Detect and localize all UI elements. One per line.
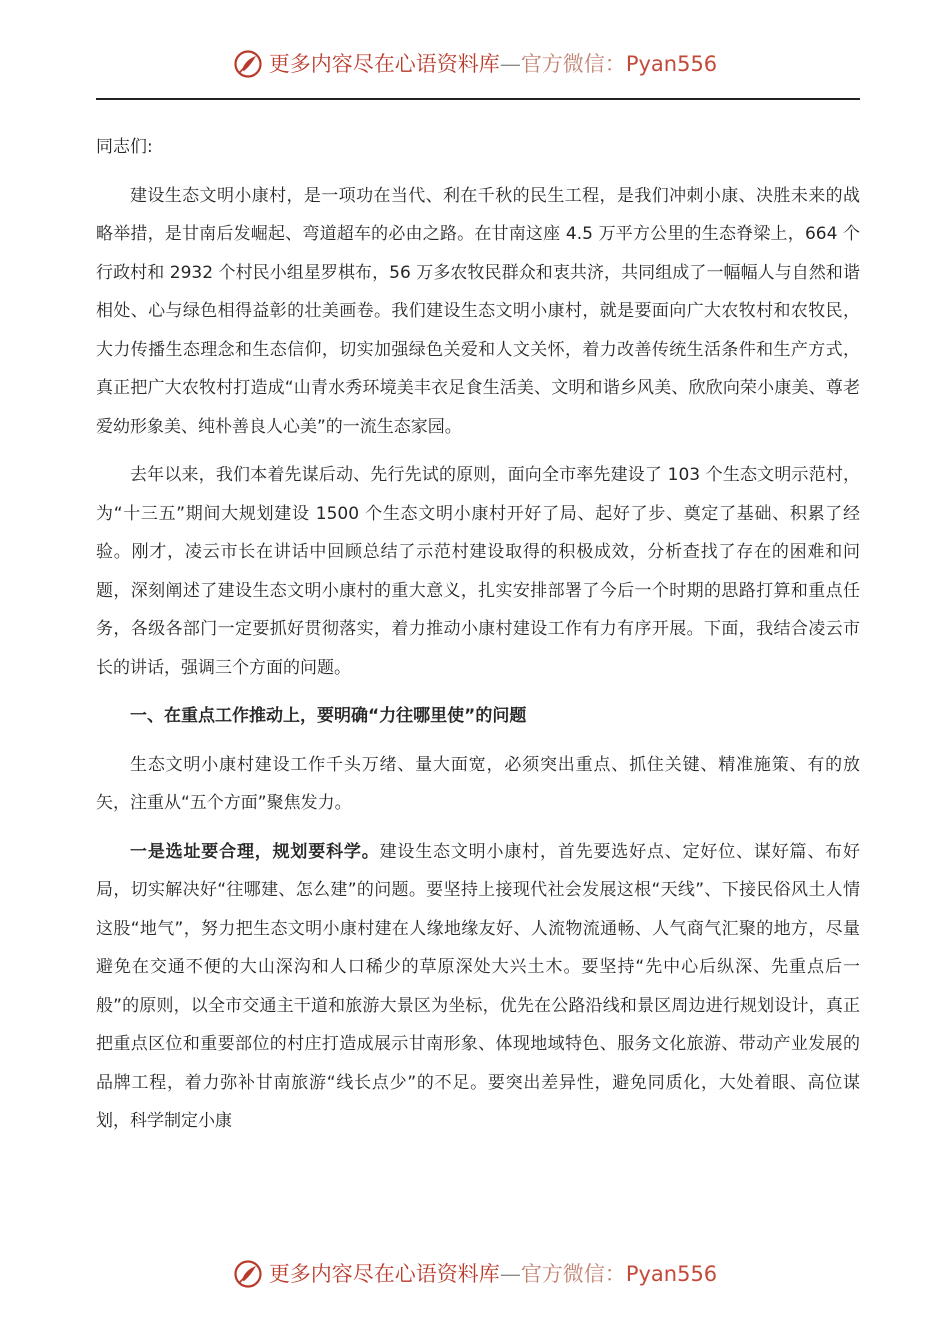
banner-wechat-id: Pyan556 bbox=[625, 1262, 718, 1286]
paragraph-4-lead: 一是选址要合理，规划要科学。 bbox=[130, 841, 380, 862]
banner-wechat-id: Pyan556 bbox=[625, 52, 718, 76]
banner-separator: — bbox=[499, 1262, 521, 1286]
logo-icon bbox=[233, 1259, 263, 1289]
document-body bbox=[96, 128, 860, 1190]
banner-main-text: 更多内容尽在心语资料库 bbox=[268, 52, 500, 76]
paragraph-1: 建设生态文明小康村，是一项功在当代、利在千秋的民生工程，是我们冲刺小康、决胜未来的战略举措，是甘南后发崛起、弯道超车的必由之路。在甘南这座 4.5 万平方公里的生态脊梁上，664 个行政村和 2932 个村民小组星罗棋布，56 万多农牧民群众和衷共济，共同组成了一幅幅人与自然和谐相处、心与绿色相得益彰的壮美画卷。我们建设生态文明小康村，就是要面向广大农牧村和农牧民，大力传播生态理念和生态信仰，切实加强绿色关爱和人文关怀，着力改善传统生活条件和生产方式，真正把广大农牧村打造成“山青水秀环境美丰衣足食生活美、文明和谐乡风美、欣欣向荣小康美、尊老爱幼形象美、纯朴善良人心美”的一流生态家园。 bbox=[96, 185, 860, 437]
header-banner bbox=[0, 48, 950, 79]
banner-main-text: 更多内容尽在心语资料库 bbox=[268, 1262, 500, 1286]
paragraph-3: 生态文明小康村建设工作千头万绪、量大面宽，必须突出重点、抓住关键、精准施策、有的放矢，注重从“五个方面”聚焦发力。 bbox=[96, 754, 860, 813]
footer-banner bbox=[0, 1258, 950, 1289]
header-divider bbox=[96, 98, 860, 100]
paragraph-2: 去年以来，我们本着先谋后动、先行先试的原则，面向全市率先建设了 103 个生态文明示范村，为“十三五”期间大规划建设 1500 个生态文明小康村开好了局、起好了步、奠定了基础、积累了经验。刚才，凌云市长在讲话中回顾总结了示范村建设取得的积极成效，分析查找了存在的困难和问题，深刻阐述了建设生态文明小康村的重大意义，扎实安排部署了今后一个时期的思路打算和重点任务，各级各部门一定要抓好贯彻落实，着力推动小康村建设工作有力有序开展。下面，我结合凌云市长的讲话，强调三个方面的问题。 bbox=[96, 465, 860, 678]
banner-wechat-label: 官方微信： bbox=[520, 1262, 626, 1286]
logo-icon bbox=[233, 49, 263, 79]
banner-separator: — bbox=[499, 52, 521, 76]
paragraph-4-body: 建设生态文明小康村，首先要选好点、定好位、谋好篇、布好局，切实解决好“往哪建、怎么建”的问题。要坚持上接现代社会发展这根“天线”、下接民俗风土人情这股“地气”，努力把生态文明小康村建在人缘地缘友好、人流物流通畅、人气商气汇聚的地方，尽量避免在交通不便的大山深沟和人口稀少的草原深处大兴土木。要坚持“先中心后纵深、先重点后一般”的原则，以全市交通主干道和旅游大景区为坐标，优先在公路沿线和景区周边进行规划设计，真正把重点区位和重要部位的村庄打造成展示甘南形象、体现地域特色、服务文化旅游、带动产业发展的品牌工程，着力弥补甘南旅游“线长点少”的不足。要突出差异性，避免同质化，大处着眼、高位谋划，科学制定小康 bbox=[96, 841, 860, 1131]
banner-wechat-label: 官方微信： bbox=[520, 52, 626, 76]
paragraph-4 bbox=[96, 833, 860, 1141]
salutation: 同志们: bbox=[96, 137, 153, 157]
section-heading-1: 一、在重点工作推动上，要明确“力往哪里使”的问题 bbox=[130, 706, 527, 726]
